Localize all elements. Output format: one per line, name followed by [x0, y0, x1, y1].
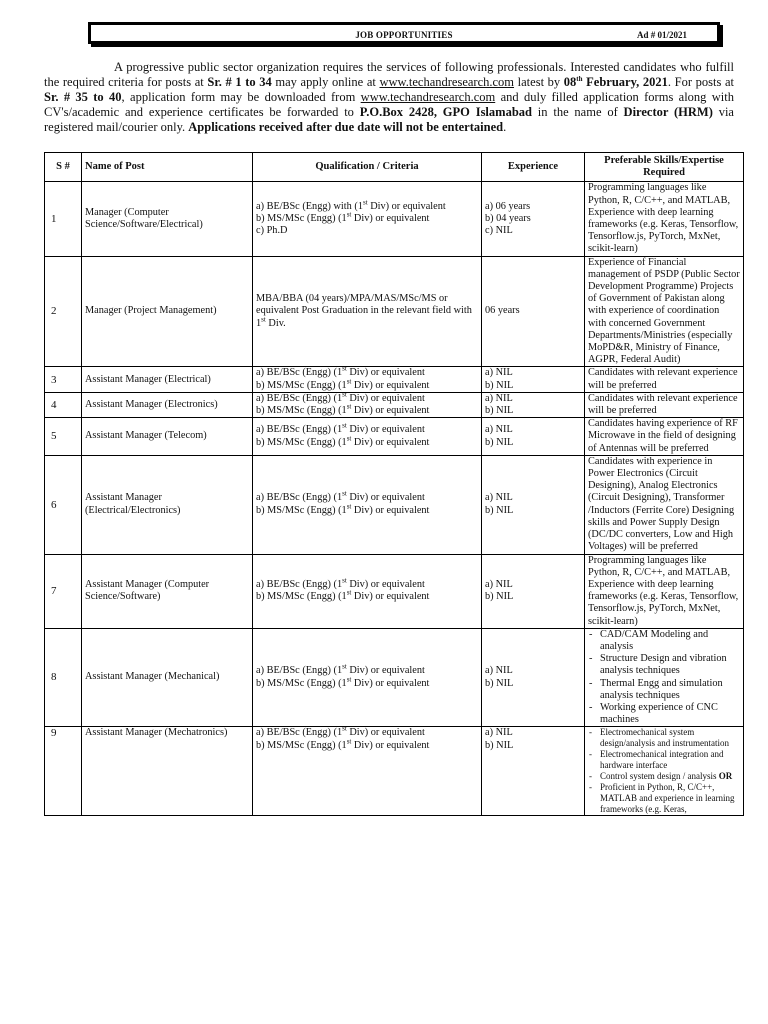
row-experience [482, 367, 585, 392]
qualification-item: a) BE/BSc (Engg) (1st Div) or equivalent [256, 724, 425, 739]
col-header-experience: Experience [482, 153, 585, 182]
row-qualification [253, 455, 482, 554]
skills-list-item: - Control system design / analysis OR [600, 771, 740, 782]
download-form-link[interactable]: www.techandresearch.com [360, 90, 496, 104]
qualification-item: a) BE/BSc (Engg) (1st Div) or equivalent [256, 576, 425, 590]
table-row [45, 418, 744, 456]
skills-list-item: - Thermal Engg and simulation analysis techniques [600, 678, 740, 702]
table-header-row [45, 153, 744, 182]
row-qualification [253, 367, 482, 392]
table-row [45, 455, 744, 554]
row-qualification [253, 724, 482, 816]
row-post-name: Assistant Manager (Electrical/Electronics) [82, 455, 253, 554]
row-experience [482, 418, 585, 456]
row-skills: Candidates with relevant experience will be preferred [585, 392, 744, 417]
skills-list-item: - Electromechanical integration and hardware interface [600, 749, 740, 771]
skills-list-item: - Proficient in Python, R, C/C++, MATLAB and experience in learning frameworks (e.g. Keras, [600, 782, 740, 815]
row-experience [482, 554, 585, 628]
experience-item: a) NIL [485, 492, 513, 504]
skills-list [588, 727, 740, 815]
experience-item: b) NIL [485, 436, 514, 448]
qualification-item: a) BE/BSc (Engg) with (1st Div) or equivalent [256, 198, 446, 212]
experience-item: a) NIL [485, 367, 513, 379]
experience-item: b) NIL [485, 739, 514, 751]
qualification-item: a) BE/BSc (Engg) (1st Div) or equivalent [256, 390, 425, 404]
row-skills: Programming languages like Python, R, C/C++, and MATLAB, Experience with deep learning frameworks (e.g. Keras, Tensorflow, Tensorflow.js, PyTorch, MxNet, scikit-learn) [585, 182, 744, 256]
qualification-item: b) MS/MSc (Engg) (1st Div) or equivalent [256, 502, 430, 516]
row-qualification [253, 554, 482, 628]
addressee: Director (HRM) [623, 105, 713, 119]
skills-list-item: - Structure Design and vibration analysis techniques [600, 653, 740, 677]
table-row [45, 554, 744, 628]
row-serial-number: 2 [45, 256, 82, 367]
row-serial-number: 1 [45, 182, 82, 256]
postal-address: P.O.Box 2428, GPO Islamabad [359, 105, 532, 119]
row-post-name: Assistant Manager (Telecom) [82, 418, 253, 456]
row-post-name: Assistant Manager (Electrical) [82, 367, 253, 392]
row-serial-number: 6 [45, 455, 82, 554]
qualification-item: a) BE/BSc (Engg) (1st Div) or equivalent [256, 421, 425, 436]
row-serial-number: 9 [45, 727, 82, 816]
row-post-name: Assistant Manager (Mechanical) [82, 628, 253, 727]
row-qualification [253, 392, 482, 417]
row-post-name: Assistant Manager (Electronics) [82, 392, 253, 417]
table-row [45, 367, 744, 392]
row-post-name: Manager (Computer Science/Software/Electrical) [82, 182, 253, 256]
row-skills [585, 727, 744, 816]
experience-item: a) 06 years [485, 200, 531, 212]
skills-list-item: - Working experience of CNC machines [600, 702, 740, 726]
qualification-item: c) Ph.D [256, 225, 288, 237]
row-skills: Candidates with relevant experience will be preferred [585, 367, 744, 392]
row-serial-number: 3 [45, 367, 82, 392]
skills-list [588, 629, 740, 727]
row-skills: Programming languages like Python, R, C/C++, and MATLAB, Experience with deep learning frameworks (e.g. Keras, Tensorflow, Tensorflow.js, PyTorch, MxNet, scikit-learn) [585, 554, 744, 628]
col-header-skills: Preferable Skills/Expertise Required [585, 153, 744, 182]
qualification-item: a) BE/BSc (Engg) (1st Div) or equivalent [256, 662, 425, 677]
table-row [45, 182, 744, 256]
row-experience: 06 years [482, 256, 585, 367]
qualification-item: a) BE/BSc (Engg) (1st Div) or equivalent [256, 490, 425, 504]
col-header-qualification: Qualification / Criteria [253, 153, 482, 182]
row-serial-number: 8 [45, 628, 82, 727]
intro-paragraph: A progressive public sector organization requires the services of following professionals. Interested candidates who fulfill the required criteria for posts at Sr. # 1 to 34 may apply online at www.techandresearch.com latest by 08th February, 2021. For posts at Sr. # 35 to 40, application form may be downloaded from www.techandresearch.com and duly filled application forms along with CV's/academic and experience certificates be forwarded to P.O.Box 2428, GPO Islamabad in the name of Director (HRM) via registered mail/courier only. Applications received after due date will not be entertained. [44, 60, 735, 134]
row-experience [482, 392, 585, 417]
experience-item: b) NIL [485, 677, 514, 689]
row-skills: Candidates with experience in Power Electronics (Circuit Designing), Analog Electronics (Circuit Designing), Transformer /Inductors (Ferrite Core) Designing skills and Power Supply Design (DC/DC converters, Low and High Voltages) will be preferred [585, 455, 744, 554]
row-experience [482, 182, 585, 256]
experience-item: a) NIL [485, 727, 513, 739]
qualification-item: b) MS/MSc (Engg) (1st Div) or equivalent [256, 402, 430, 417]
table-row [45, 727, 744, 816]
row-post-name: Assistant Manager (Computer Science/Software) [82, 554, 253, 628]
experience-item: b) NIL [485, 591, 514, 603]
qualification-item: b) MS/MSc (Engg) (1st Div) or equivalent [256, 377, 430, 391]
skills-list-item: - CAD/CAM Modeling and analysis [600, 629, 740, 653]
qualification-item: a) BE/BSc (Engg) (1st Div) or equivalent [256, 365, 425, 379]
qualification-item: b) MS/MSc (Engg) (1st Div) or equivalent [256, 588, 430, 603]
page-title: JOB OPPORTUNITIES [355, 30, 453, 40]
header-banner [88, 22, 720, 44]
experience-item: b) NIL [485, 504, 514, 516]
table-row [45, 392, 744, 417]
ad-number: Ad # 01/2021 [636, 30, 687, 40]
row-post-name: Assistant Manager (Mechatronics) [82, 727, 253, 816]
col-header-post: Name of Post [82, 153, 253, 182]
row-experience [482, 455, 585, 554]
apply-online-link[interactable]: www.techandresearch.com [379, 75, 515, 89]
row-serial-number: 4 [45, 392, 82, 417]
table-row [45, 628, 744, 727]
row-experience [482, 727, 585, 816]
row-experience [482, 628, 585, 727]
row-qualification: MBA/BBA (04 years)/MPA/MAS/MSc/MS or equivalent Post Graduation in the relevant field with 1st Div. [253, 256, 482, 367]
skills-list-item: - Electromechanical system design/analysis and instrumentation [600, 727, 740, 749]
qualification-item: b) MS/MSc (Engg) (1st Div) or equivalent [256, 210, 430, 224]
experience-item: a) NIL [485, 665, 513, 677]
deadline-date: 08th February, 2021 [563, 74, 668, 89]
experience-item: a) NIL [485, 392, 513, 404]
row-serial-number: 5 [45, 418, 82, 456]
jobs-table [44, 152, 744, 816]
experience-item: a) NIL [485, 424, 513, 436]
qualification-item: b) MS/MSc (Engg) (1st Div) or equivalent [256, 675, 430, 689]
experience-item: b) NIL [485, 379, 514, 391]
row-serial-number: 7 [45, 554, 82, 628]
col-header-sn: S # [45, 153, 82, 182]
experience-item: c) NIL [485, 225, 513, 237]
experience-item: a) NIL [485, 578, 513, 590]
experience-item: b) NIL [485, 405, 514, 417]
row-skills: Experience of Financial management of PSDP (Public Sector Development Programme) Projects of Government of Pakistan along with experience of coordination with concerned Government Departments/Ministries (especially MoPD&R, Ministry of Finance, AGPR, Federal Audit) [585, 256, 744, 367]
row-skills [585, 628, 744, 727]
deadline-warning: Applications received after due date will not be entertained [188, 120, 504, 134]
row-qualification [253, 182, 482, 256]
experience-item: b) 04 years [485, 212, 531, 224]
qualification-item: b) MS/MSc (Engg) (1st Div) or equivalent [256, 737, 430, 751]
row-qualification [253, 628, 482, 727]
qualification-item: b) MS/MSc (Engg) (1st Div) or equivalent [256, 434, 430, 448]
row-qualification [253, 418, 482, 456]
table-row [45, 256, 744, 367]
row-post-name: Manager (Project Management) [82, 256, 253, 367]
row-skills: Candidates having experience of RF Microwave in the field of designing of Antennas will be preferred [585, 418, 744, 456]
